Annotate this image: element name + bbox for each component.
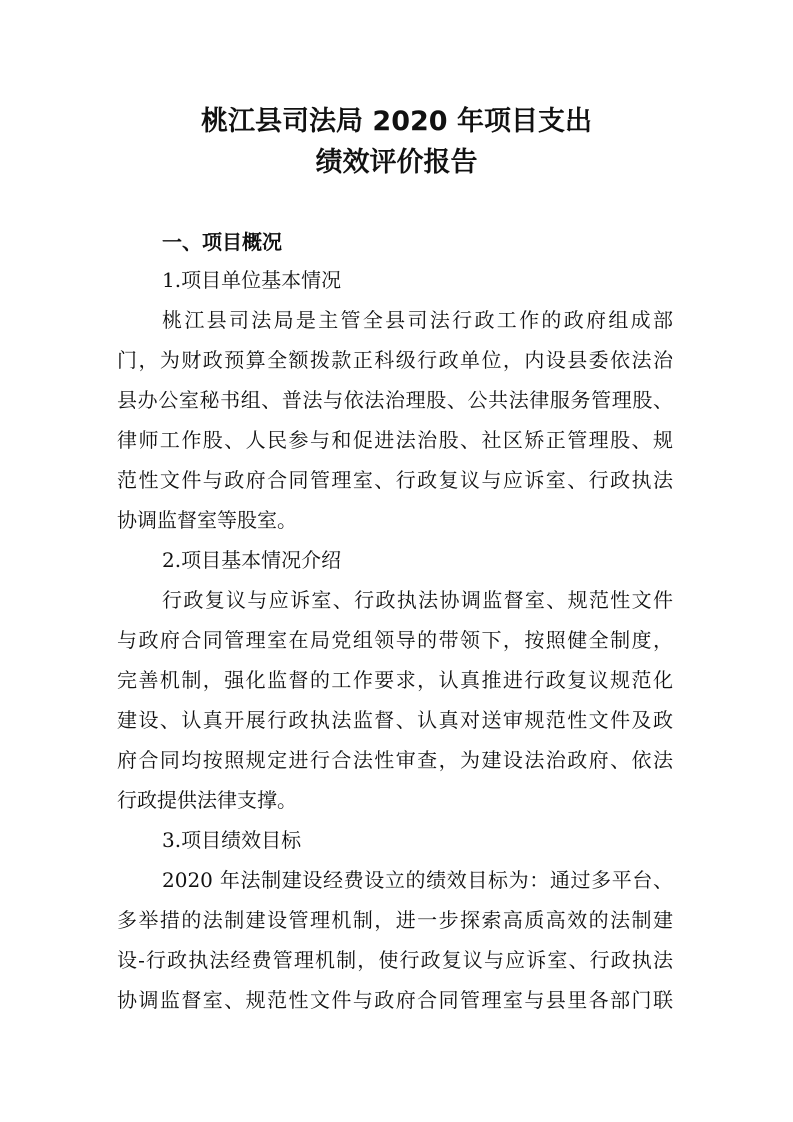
document-title-line-1: 桃江县司法局 2020 年项目支出 [201, 106, 592, 137]
paragraph-line: 行政复议与应诉室、行政执法协调监督室、规范性文件 [162, 588, 673, 612]
subsection-heading-performance-goal: 3.项目绩效目标 [162, 828, 302, 852]
subsection-heading-project-intro: 2.项目基本情况介绍 [162, 548, 342, 572]
subsection-heading-unit-info: 1.项目单位基本情况 [162, 268, 342, 292]
paragraph-line: 协调监督室、规范性文件与政府合同管理室与县里各部门联 [117, 988, 673, 1012]
paragraph-line: 范性文件与政府合同管理室、行政复议与应诉室、行政执法 [117, 468, 673, 492]
section-heading-overview: 一、项目概况 [162, 230, 282, 254]
paragraph-line: 2020 年法制建设经费设立的绩效目标为：通过多平台、 [162, 868, 673, 892]
document-title-line-2: 绩效评价报告 [315, 147, 478, 178]
paragraph-line: 行政提供法律支撑。 [117, 788, 297, 812]
paragraph-line: 律师工作股、人民参与和促进法治股、社区矫正管理股、规 [117, 428, 673, 452]
paragraph-line: 县办公室秘书组、普法与依法治理股、公共法律服务管理股、 [117, 388, 673, 412]
paragraph-line: 桃江县司法局是主管全县司法行政工作的政府组成部 [162, 308, 673, 332]
paragraph-line: 与政府合同管理室在局党组领导的带领下，按照健全制度， [117, 628, 673, 652]
paragraph-line: 建设、认真开展行政执法监督、认真对送审规范性文件及政 [117, 708, 673, 732]
paragraph-line: 协调监督室等股室。 [117, 508, 297, 532]
paragraph-line: 设-行政执法经费管理机制，使行政复议与应诉室、行政执法 [117, 948, 673, 972]
paragraph-line: 多举措的法制建设管理机制，进一步探索高质高效的法制建 [117, 908, 673, 932]
paragraph-line: 完善机制，强化监督的工作要求，认真推进行政复议规范化 [117, 668, 673, 692]
paragraph-line: 府合同均按照规定进行合法性审查，为建设法治政府、依法 [117, 748, 673, 772]
paragraph-line: 门，为财政预算全额拨款正科级行政单位，内设县委依法治 [117, 348, 673, 372]
